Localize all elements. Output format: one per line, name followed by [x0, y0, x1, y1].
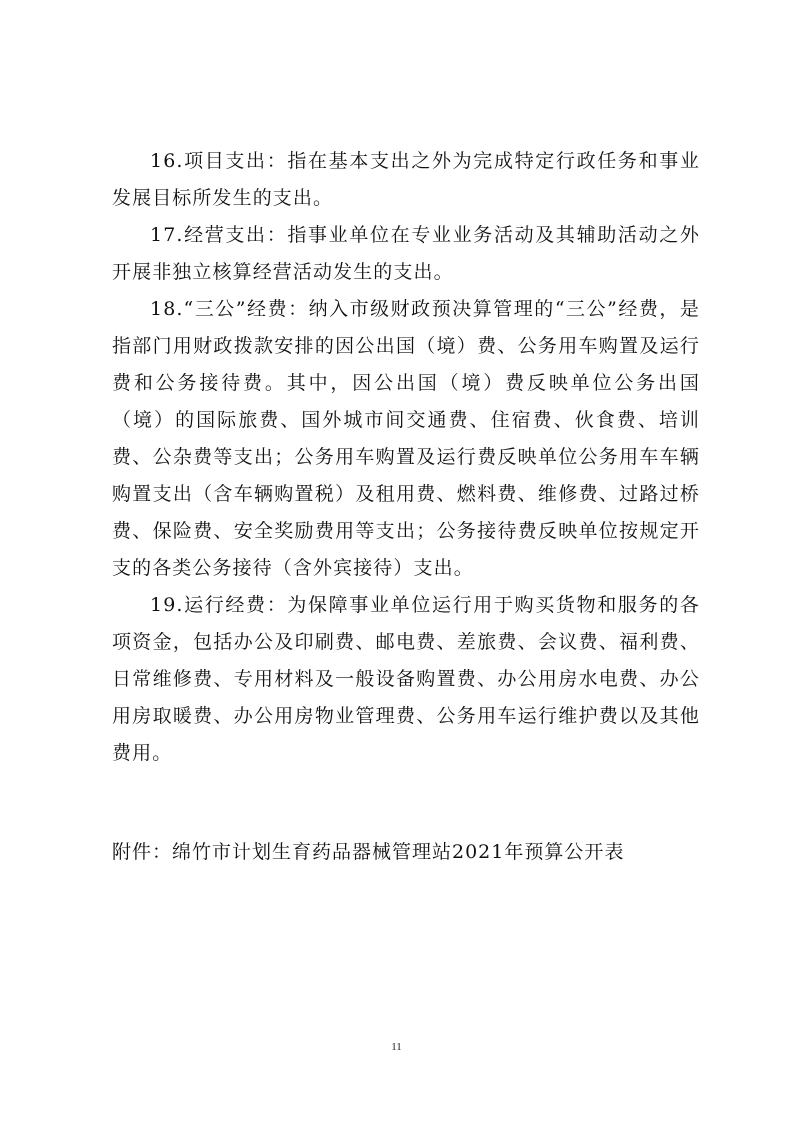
paragraph-18-three-public-expenses: 18.“三公”经费：纳入市级财政预决算管理的“三公”经费，是指部门用财政拨款安排的因公出国（境）费、公务用车购置及运行费和公务接待费。其中，因公出国（境）费反映单位公务出国（境）的国际旅费、国外城市间交通费、住宿费、伙食费、培训费、公杂费等支出；公务用车购置及运行费反映单位公务用车车辆购置支出（含车辆购置税）及租用费、燃料费、维修费、过路过桥费、保险费、安全奖励费用等支出；公务接待费反映单位按规定开支的各类公务接待（含外宾接待）支出。	[112, 298, 700, 579]
paragraph-19-running-expenses: 19.运行经费：为保障事业单位运行用于购买货物和服务的各项资金，包括办公及印刷费、邮电费、差旅费、会议费、福利费、日常维修费、专用材料及一般设备购置费、办公用房水电费、办公用房取暖费、办公用房物业管理费、公务用车运行维护费以及其他费用。	[112, 594, 700, 764]
document-body	[112, 143, 700, 772]
paragraph-16-project-expenditure: 16.项目支出：指在基本支出之外为完成特定行政任务和事业发展目标所发生的支出。	[112, 150, 700, 209]
attachment-line: 附件：绵竹市计划生育药品器械管理站2021年预算公开表	[112, 841, 625, 863]
paragraph-17-operating-expenditure: 17.经营支出：指事业单位在专业业务活动及其辅助活动之外开展非独立核算经营活动发生的支出。	[112, 224, 700, 283]
page-number: 11	[391, 1041, 402, 1053]
